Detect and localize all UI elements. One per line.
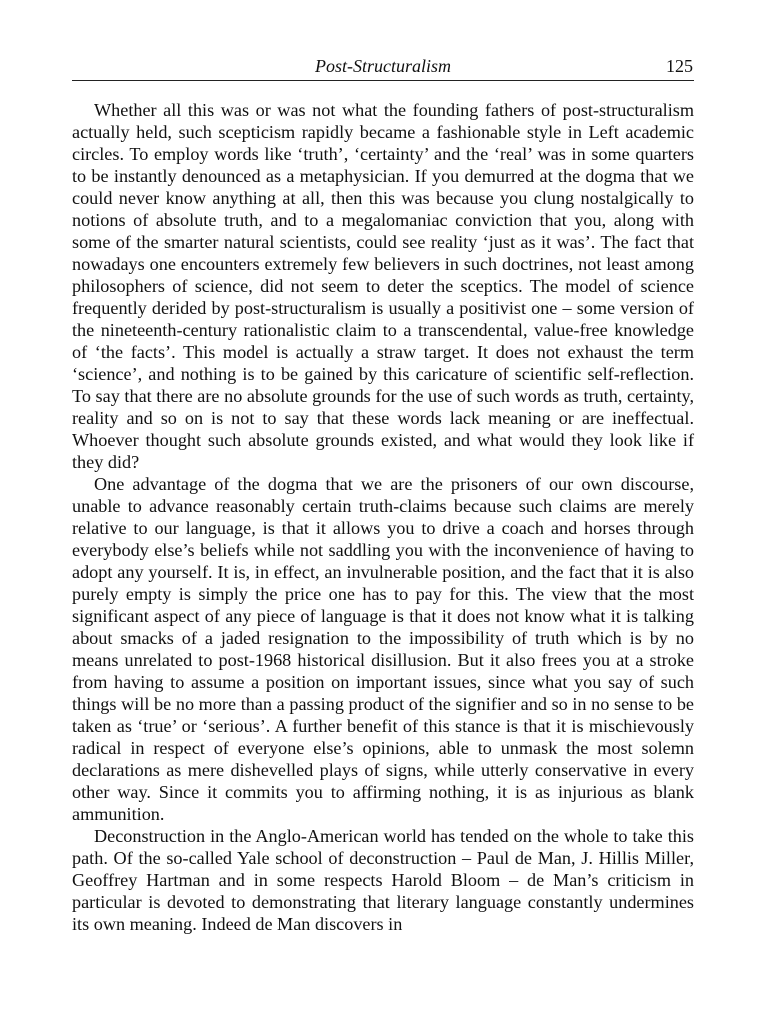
paragraph-3: Deconstruction in the Anglo-American world has tended on the whole to take this path. Of the so-called Yale school of deconstruction – Paul de Man, J. Hillis Miller, Geoffrey Hartman and in some respects Harold Bloom – de Man’s criticism in particular is devoted to demonstrating that literary language constantly undermines its own meaning. Indeed de Man discovers in <box>72 826 694 934</box>
running-head <box>72 52 694 81</box>
paragraph-1: Whether all this was or was not what the founding fathers of post-structuralism actually held, such scepticism rapidly became a fashionable style in Left academic circles. To employ words like ‘truth’, ‘certainty’ and the ‘real’ was in some quarters to be instantly denounced as a metaphysician. If you demurred at the dogma that we could never know anything at all, then this was because you clung nostalgically to notions of absolute truth, and to a megalomaniac conviction that you, along with some of the smarter natural scientists, could see reality ‘just as it was’. The fact that nowadays one encounters extremely few believers in such doctrines, not least among philosophers of science, did not seem to deter the sceptics. The model of science frequently derided by post-structuralism is usually a positivist one – some version of the nineteenth-century rationalistic claim to a transcendental, value-free knowledge of ‘the facts’. This model is actually a straw target. It does not exhaust the term ‘science’, and nothing is to be gained by this caricature of scientific self-reflection. To say that there are no absolute grounds for the use of such words as truth, certainty, reality and so on is not to say that these words lack meaning or are ineffectual. Whoever thought such absolute grounds existed, and what would they look like if they did? <box>72 100 694 472</box>
page-number: 125 <box>666 56 693 76</box>
chapter-title: Post-Structuralism <box>314 56 451 76</box>
book-page <box>72 52 694 972</box>
paragraph-2: One advantage of the dogma that we are the prisoners of our own discourse, unable to advance reasonably certain truth-claims because such claims are merely relative to our language, is that it allows you to drive a coach and horses through everybody else’s beliefs while not saddling you with the inconvenience of having to adopt any yourself. It is, in effect, an invulnerable position, and the fact that it is also purely empty is simply the price one has to pay for this. The view that the most significant aspect of any piece of language is that it does not know what it is talking about smacks of a jaded resignation to the impossibility of truth which is by no means unrelated to post-1968 historical disillusion. But it also frees you at a stroke from having to assume a position on important issues, since what you say of such things will be no more than a passing product of the signifier and so in no sense to be taken as ‘true’ or ‘serious’. A further benefit of this stance is that it is mischievously radical in respect of everyone else’s opinions, able to unmask the most solemn declarations as mere dishevelled plays of signs, while utterly conservative in every other way. Since it commits you to affirming nothing, it is as injurious as blank ammunition. <box>72 474 694 824</box>
body-text <box>72 99 694 935</box>
